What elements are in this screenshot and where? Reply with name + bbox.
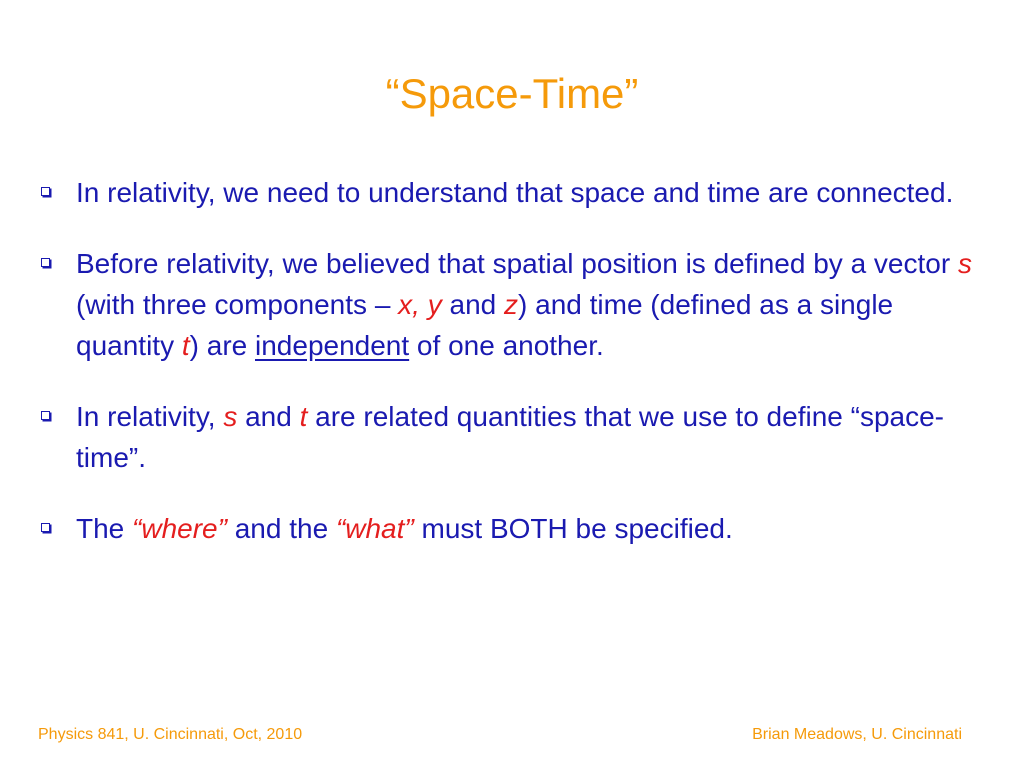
bullet-text-part: The bbox=[76, 513, 133, 544]
bullet-text-part: are related quantities that we use to define “space-time”. bbox=[76, 401, 944, 473]
slide-title: “Space-Time” bbox=[385, 70, 639, 117]
bullet-item-in-relativity bbox=[40, 396, 990, 478]
emphasis-where: “where” bbox=[132, 513, 227, 544]
bullet-item-before-relativity bbox=[40, 243, 990, 366]
variable-t: t bbox=[299, 401, 308, 432]
variables-x-y: x, y bbox=[398, 289, 442, 320]
variable-t: t bbox=[181, 330, 190, 361]
bullet-text-part: and bbox=[237, 401, 300, 432]
hollow-square-bullet-icon bbox=[41, 258, 50, 267]
footer-author: Brian Meadows, U. Cincinnati bbox=[752, 726, 962, 743]
underlined-independent: independent bbox=[255, 330, 410, 361]
bullet-text-part: and bbox=[441, 289, 505, 320]
bullet-item-where-what bbox=[40, 508, 990, 549]
footer-course-info: Physics 841, U. Cincinnati, Oct, 2010 bbox=[38, 726, 303, 743]
bullet-text-part: of one another. bbox=[409, 330, 604, 361]
bullet-text-part: and the bbox=[226, 513, 336, 544]
bullet-text-part: must BOTH be specified. bbox=[413, 513, 733, 544]
bullet-text-part: Before relativity, we believed that spatial position is defined by a vector bbox=[76, 248, 958, 279]
bullet-text-part: In relativity, bbox=[76, 401, 224, 432]
bullet-text-part: (with three components – bbox=[76, 289, 399, 320]
variable-s: s bbox=[957, 248, 972, 279]
bullet-text: In relativity, we need to understand that space and time are connected. bbox=[76, 177, 954, 208]
bullet-text-part: ) are bbox=[189, 330, 255, 361]
emphasis-what: “what” bbox=[335, 513, 414, 544]
hollow-square-bullet-icon bbox=[41, 187, 50, 196]
variable-s: s bbox=[223, 401, 238, 432]
hollow-square-bullet-icon bbox=[41, 523, 50, 532]
bullet-item-space-time-connected bbox=[40, 172, 990, 213]
bullet-text-part: ) and time (defined as a single quantity bbox=[76, 289, 894, 361]
variable-z: z bbox=[504, 289, 519, 320]
hollow-square-bullet-icon bbox=[41, 411, 50, 420]
bullet-list bbox=[40, 172, 990, 579]
